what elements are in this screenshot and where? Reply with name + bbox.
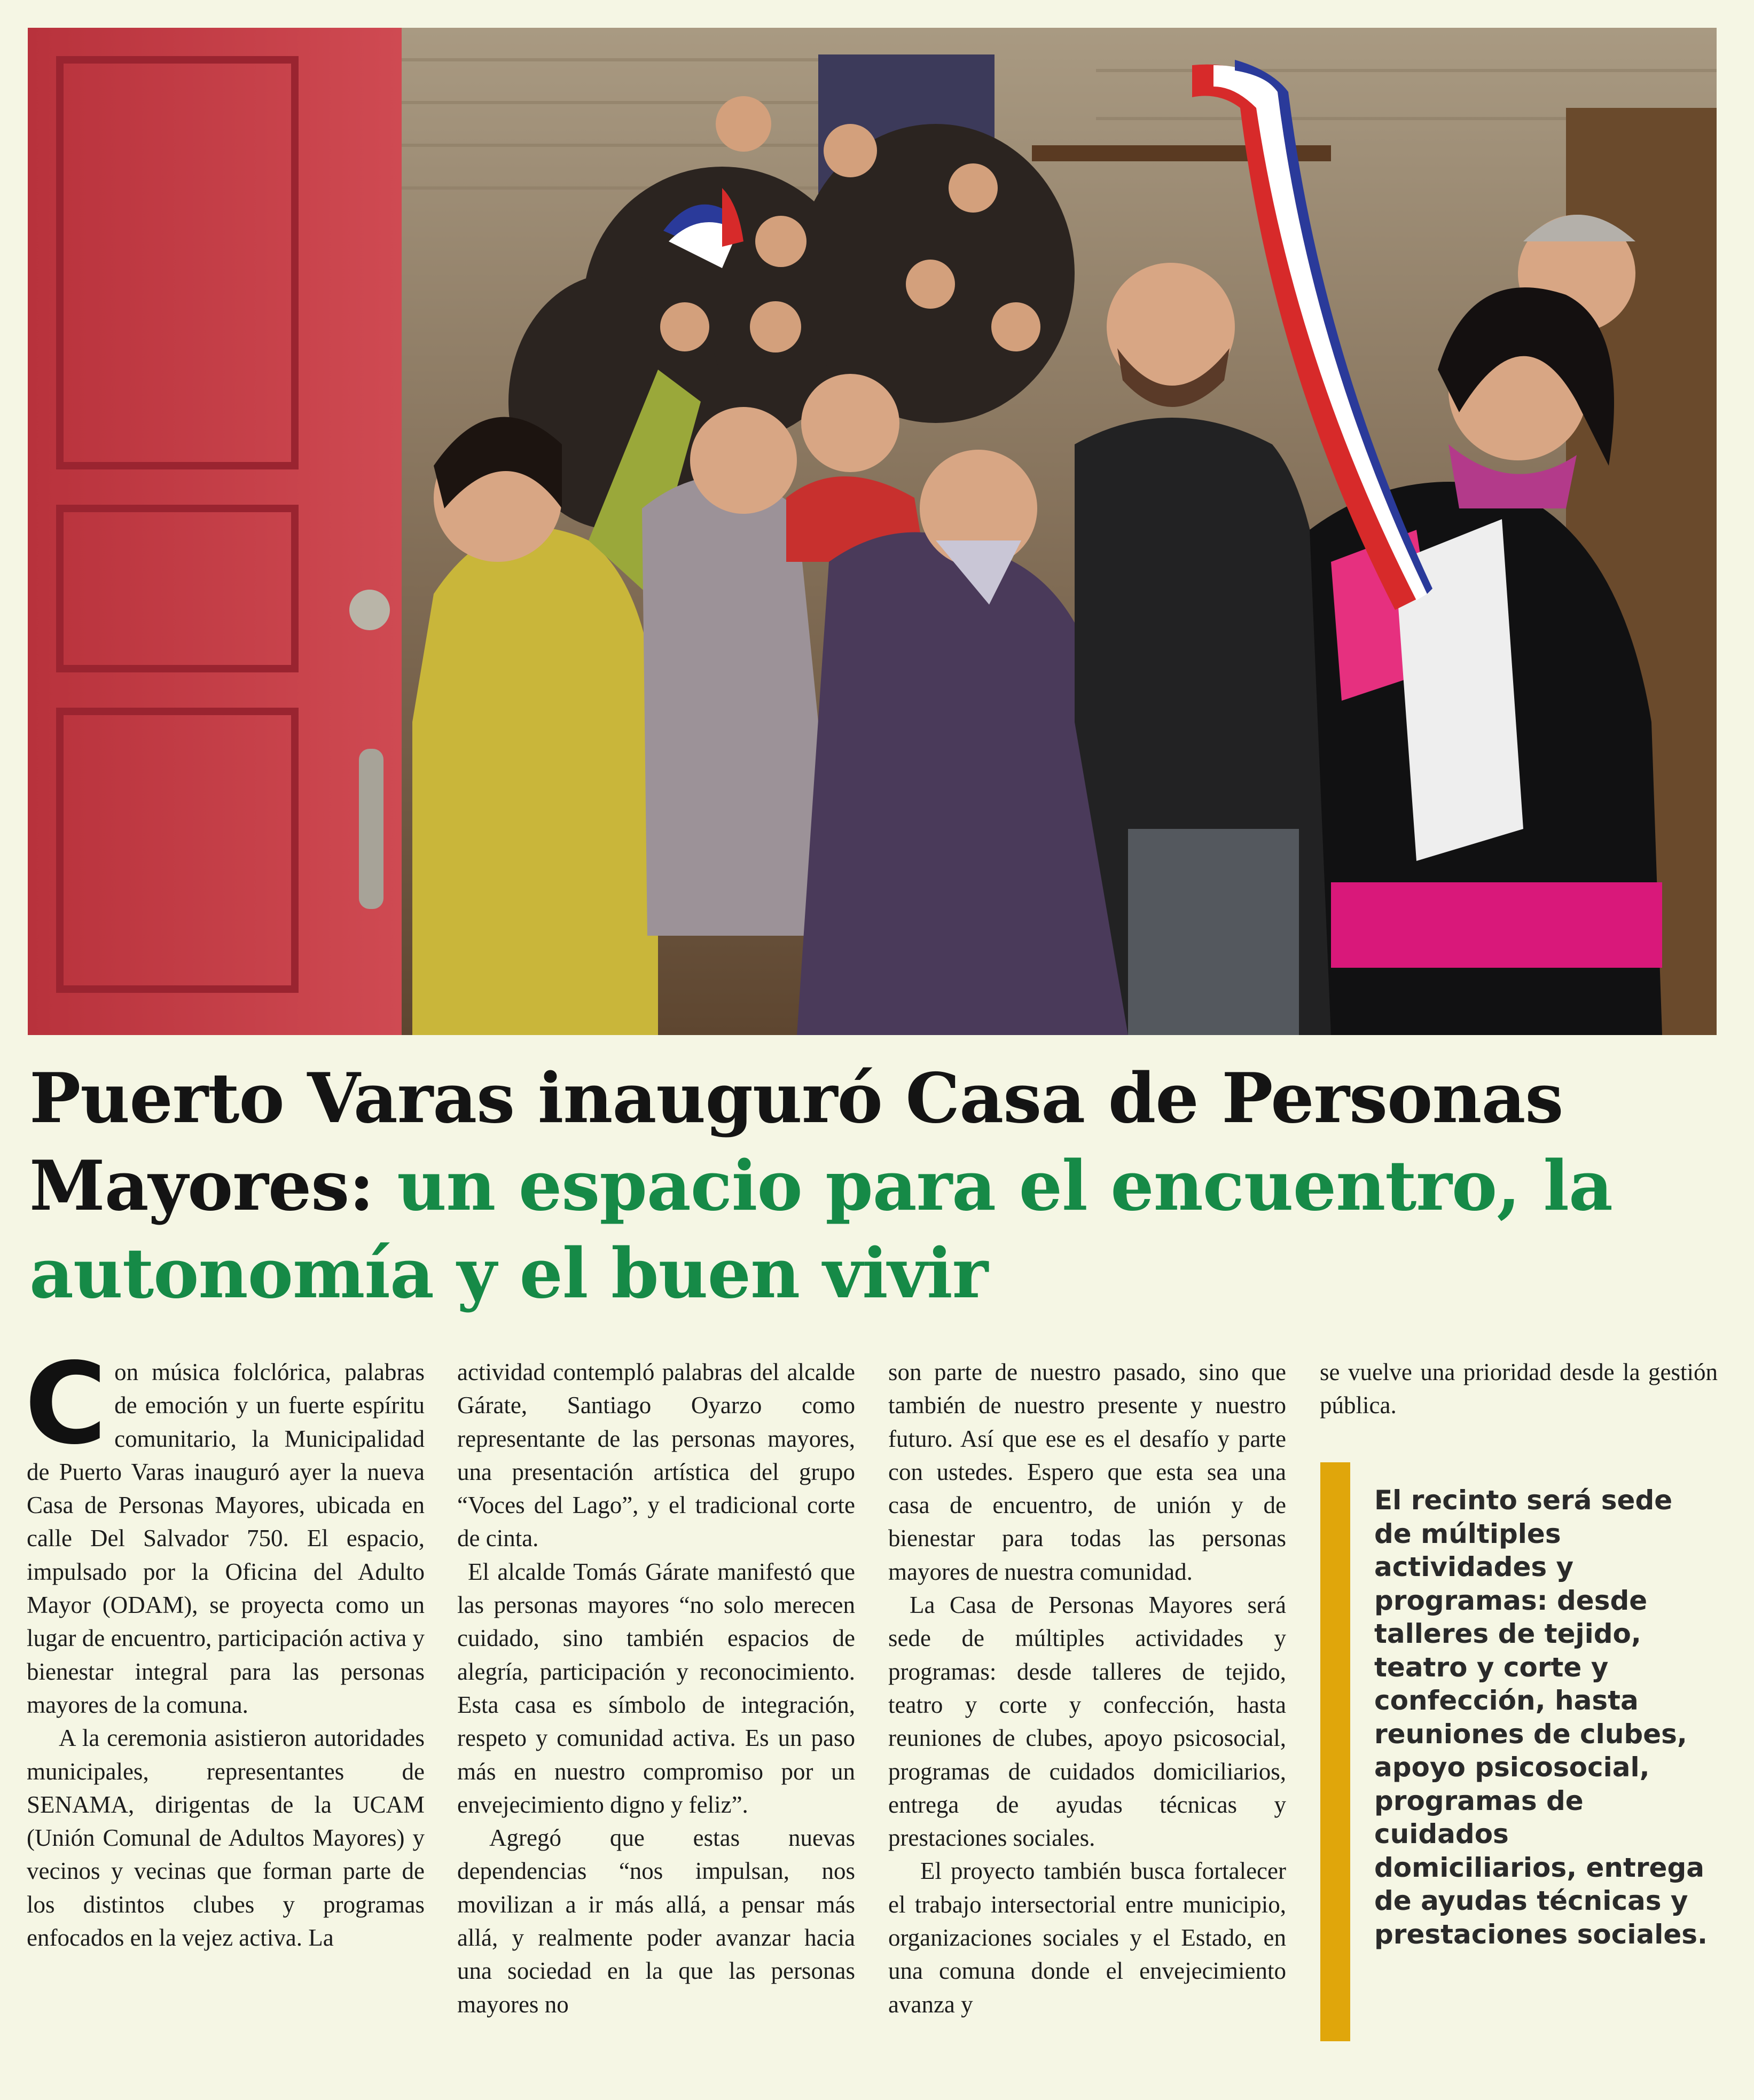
article-column-3 — [888, 1355, 1286, 2021]
photo-illustration — [28, 28, 1717, 1035]
article-paragraph — [25, 1338, 425, 1721]
article-paragraph: se vuelve una prioridad desde la gestión pública. — [1320, 1359, 1718, 1419]
drop-cap: C — [25, 1338, 107, 1469]
article-paragraph: El alcalde Tomás Gárate manifestó que las personas mayores “no solo merecen cuidado, sino también espacios de alegría, participación y reconocimiento. Esta casa es símbolo de integración, respeto y comunidad activa. Es un paso más en nuestro compromiso por un envejecimiento digno y feliz”. — [457, 1558, 855, 1818]
pullquote: El recinto será sede de múltiples actividades y programas: desde talleres de tejido, teatro y corte y confección, hasta reuniones de clubes, apoyo psicosocial, programas de cuidados domiciliarios, entrega de ayudas técnicas y prestaciones sociales. — [1374, 1485, 1708, 1950]
pullquote-bar — [1320, 1462, 1350, 2041]
headline-green-part: un espacio para el encuentro, la autonomía y el buen vivir — [29, 1146, 1612, 1314]
article-paragraph: El proyecto también busca fortalecer el trabajo intersectorial entre municipio, organizaciones sociales y el Estado, en una comuna donde el envejecimiento avanza y — [888, 1858, 1286, 2018]
article-paragraph: actividad contempló palabras del alcalde Gárate, Santiago Oyarzo como representante de las personas mayores, una presentación artística del grupo “Voces del Lago”, y el tradicional corte de cinta. — [457, 1359, 855, 1552]
article-paragraph: La Casa de Personas Mayores será sede de múltiples actividades y programas: desde talleres de tejido, teatro y corte y confección, hasta reuniones de clubes, apoyo psicosocial, programas de cuidados domiciliarios, entrega de ayudas técnicas y prestaciones sociales. — [888, 1592, 1286, 1852]
article-paragraph: A la ceremonia asistieron autoridades municipales, representantes de SENAMA, dirigentas de la UCAM (Unión Comunal de Adultos Mayores) y vecinos y vecinas que forman parte de los distintos clubes y programas enfocados en la vejez activa. La — [27, 1725, 425, 1952]
article-column-4 — [1320, 1355, 1718, 1422]
article-photo — [28, 28, 1717, 1035]
article-column-1 — [25, 1338, 425, 1954]
article-paragraph: son parte de nuestro pasado, sino que también de nuestro presente y nuestro futuro. Así que ese es el desafío y parte con ustedes. Espero que esta sea una casa de encuentro, de unión y de bienestar para todas las personas mayores de nuestra comunidad. — [888, 1359, 1286, 1585]
headline — [29, 1055, 1728, 1318]
article-column-2 — [457, 1355, 855, 2021]
headline-dark-part: Puerto Varas inauguró Casa de Personas Mayores: — [29, 1059, 1563, 1226]
lead-text: on música folclórica, palabras de emoción y un fuerte espíritu comunitario, la Municipalidad de Puerto Varas inauguró ayer la nueva Casa de Personas Mayores, ubicada en calle Del Salvador 750. El espacio, impulsado por la Oficina del Adulto Mayor (ODAM), se proyecta como un lugar de encuentro, participación activa y bienestar integral para las personas mayores de la comuna. — [27, 1359, 425, 1718]
article-paragraph: Agregó que estas nuevas dependencias “nos impulsan, nos movilizan a ir más allá, a pensar más allá, y realmente poder avanzar hacia una sociedad en la que las personas mayores no — [457, 1824, 855, 2018]
